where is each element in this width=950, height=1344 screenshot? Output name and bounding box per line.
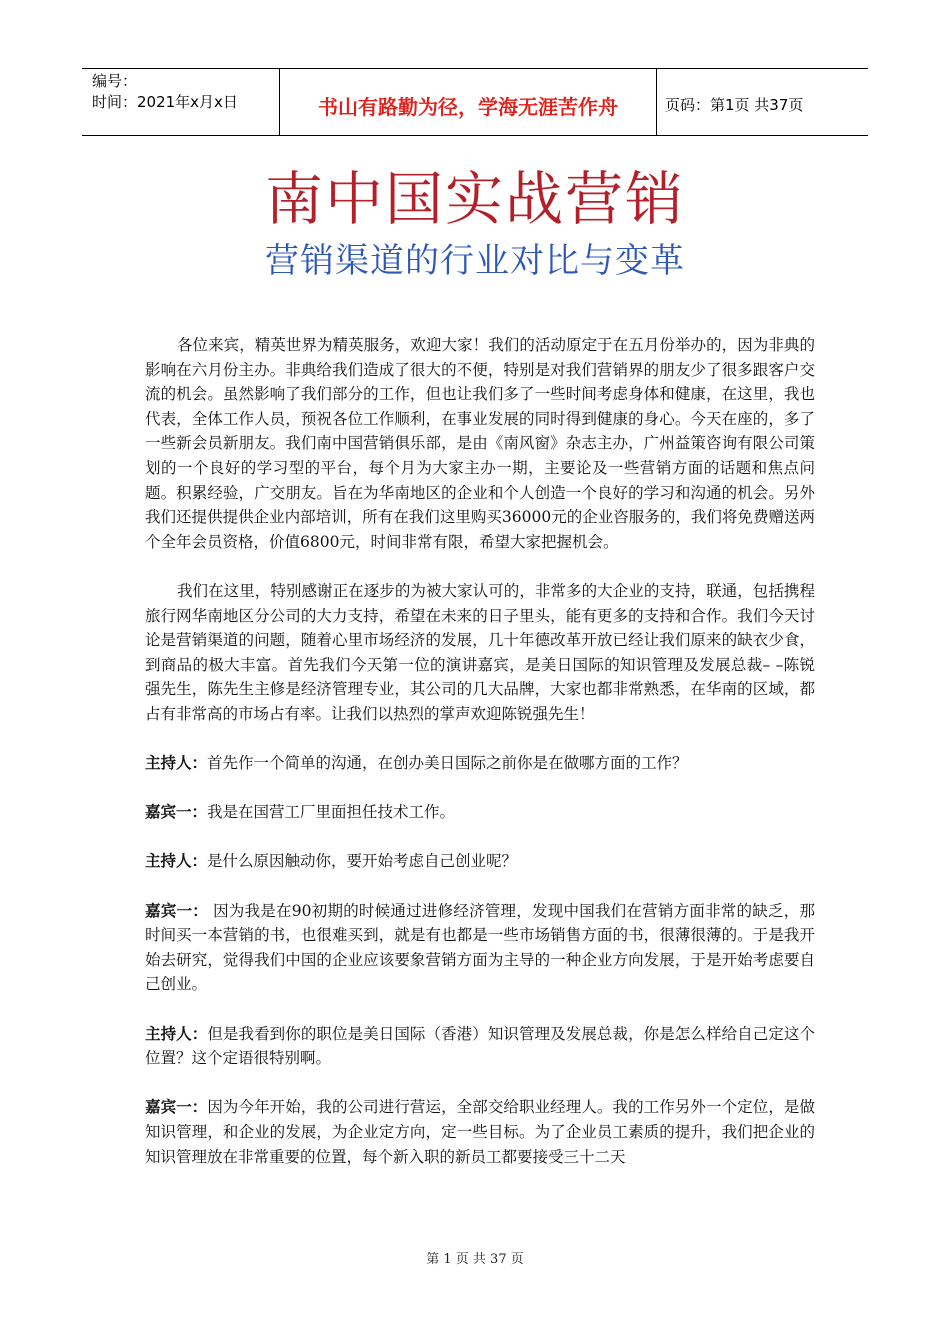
number-label: 编号： <box>92 72 138 90</box>
dialogue-paragraph <box>145 1095 815 1169</box>
speaker-label: 嘉宾一： <box>145 1097 208 1117</box>
document-title: 南中国实战营销 <box>264 165 685 233</box>
paragraph-text: 是什么原因触动你，要开始考虑自己创业呢？ <box>207 852 518 871</box>
speaker-label: 嘉宾一： <box>145 900 208 920</box>
dialogue-paragraph <box>145 899 815 997</box>
time-label: 时间：2021年x月x日 <box>92 93 238 111</box>
speaker-label: 主持人： <box>145 1023 208 1043</box>
header-motto: 书山有路勤为径，学海无涯苦作舟 <box>318 95 618 119</box>
dialogue-paragraph <box>145 849 815 874</box>
header-table <box>82 68 868 136</box>
paragraph <box>145 579 815 727</box>
paragraph-text: 但是我看到你的职位是美日国际（香港）知识管理及发展总裁，你是怎么样给自己定这个位置？这个定语很特别啊。 <box>145 1024 815 1068</box>
speaker-label: 主持人： <box>145 753 208 773</box>
speaker-label: 嘉宾一： <box>145 802 208 822</box>
speaker-label: 主持人： <box>145 851 208 871</box>
paragraph-text: 我们在这里，特别感谢正在逐步的为被大家认可的，非常多的大企业的支持，联通，包括携程旅行网华南地区分公司的大力支持，希望在未来的日子里头，能有更多的支持和合作。我们今天讨论是营销渠道的问题，随着心里市场经济的发展，几十年德改革开放已经让我们原来的缺衣少食，到商品的极大丰富。首先我们今天第一位的演讲嘉宾，是美日国际的知识管理及发展总裁– –陈锐强先生，陈先生主修是经济管理专业，其公司的几大品牌，大家也都非常熟悉，在华南的区域，都占有非常高的市场占有率。让我们以热烈的掌声欢迎陈锐强先生！ <box>145 581 815 723</box>
dialogue-paragraph <box>145 800 815 825</box>
document-subtitle: 营销渠道的行业对比与变革 <box>265 241 685 281</box>
header-page-info: 页码：第1页 共37页 <box>665 96 804 114</box>
page-footer: 第 1 页 共 37 页 <box>426 1252 524 1267</box>
paragraph <box>145 333 815 554</box>
dialogue-paragraph <box>145 751 815 776</box>
paragraph-text: 因为今年开始，我的公司进行营运，全部交给职业经理人。我的工作另外一个定位，是做知识管理，和企业的发展，为企业定方向，定一些目标。为了企业员工素质的提升，我们把企业的知识管理放在非常重要的位置，每个新入职的新员工都要接受三十二天 <box>145 1098 815 1166</box>
document-body <box>145 333 815 1169</box>
header-divider <box>656 69 657 135</box>
paragraph-text: 各位来宾，精英世界为精英服务，欢迎大家！我们的活动原定于在五月份举办的，因为非典的影响在六月份主办。非典给我们造成了很大的不便，特别是对我们营销界的朋友少了很多跟客户交流的机会。虽然影响了我们部分的工作，但也让我们多了一些时间考虑身体和健康，在这里，我也代表，全体工作人员，预祝各位工作顺利，在事业发展的同时得到健康的身心。今天在座的，多了一些新会员新朋友。我们南中国营销俱乐部，是由《南风窗》杂志主办，广州益策咨询有限公司策划的一个良好的学习型的平台，每个月为大家主办一期，主要论及一些营销方面的话题和焦点问题。积累经验，广交朋友。旨在为华南地区的企业和个人创造一个良好的学习和沟通的机会。另外我们还提供提供企业内部培训，所有在我们这里购买36000元的企业咨服务的，我们将免费赠送两个全年会员资格，价值6800元，时间非常有限，希望大家把握机会。 <box>145 336 815 551</box>
paragraph-text: 首先作一个简单的沟通，在创办美日国际之前你是在做哪方面的工作？ <box>207 754 688 773</box>
header-divider <box>279 69 280 135</box>
dialogue-paragraph <box>145 1022 815 1071</box>
paragraph-text: 我是在国营工厂里面担任技术工作。 <box>207 803 456 822</box>
header-left-cell <box>92 71 272 113</box>
paragraph-text: 因为我是在90初期的时候通过进修经济管理，发现中国我们在营销方面非常的缺乏，那时间买一本营销的书，也很难买到，就是有也都是一些市场销售方面的书，很薄很薄的。于是我开始去研究，觉得我们中国的企业应该要象营销方面为主导的一种企业方向发展，于是开始考虑要自己创业。 <box>145 901 815 994</box>
